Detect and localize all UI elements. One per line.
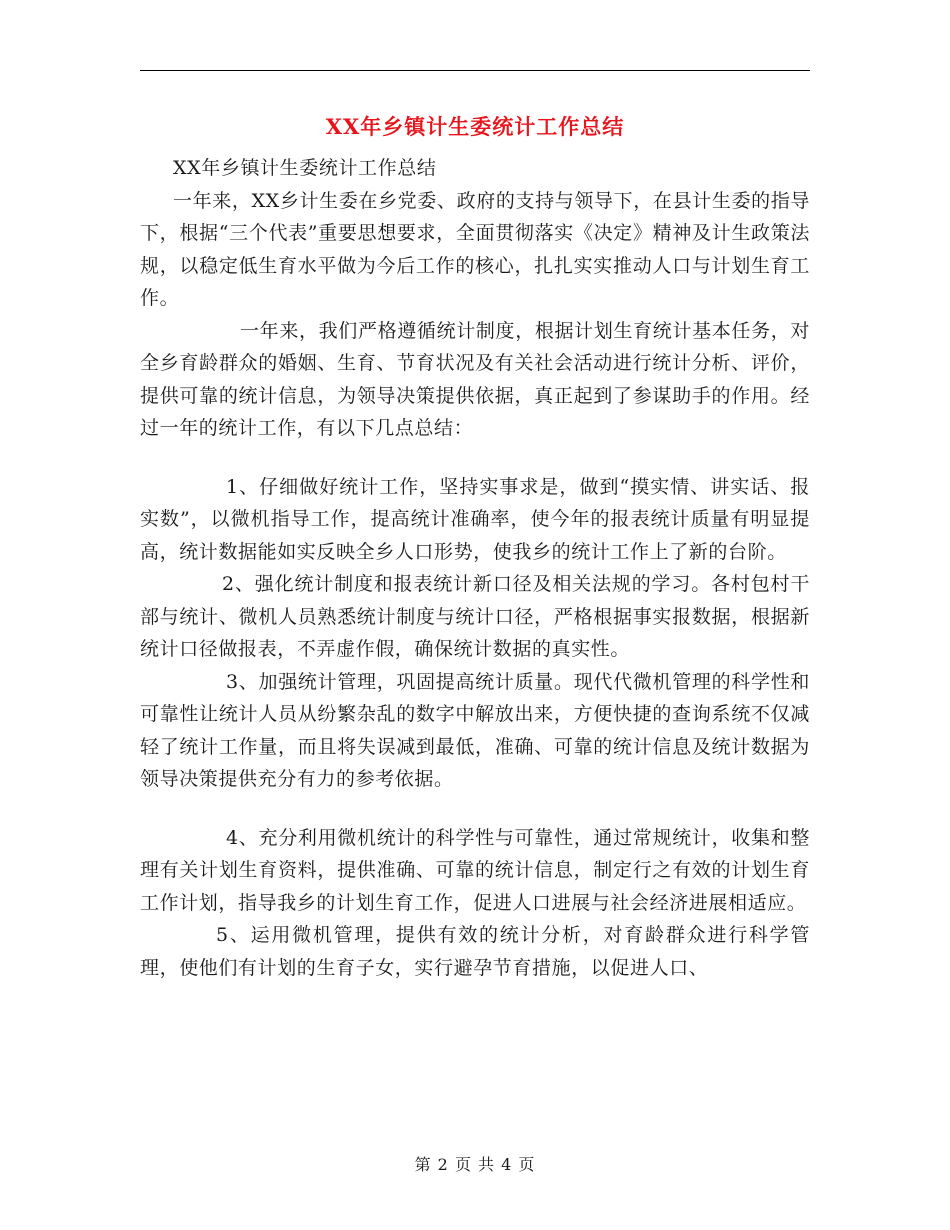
header-rule bbox=[140, 70, 810, 71]
point-4-paragraph: 4、充分利用微机统计的科学性与可靠性，通过常规统计，收集和整理有关计划生育资料，提供准确、可靠的统计信息，制定行之有效的计划生育工作计划，指导我乡的计划生育工作，促进人口进展与社会经济进展相适应。 bbox=[140, 826, 810, 914]
point-2-paragraph: 2、强化统计制度和报表统计新口径及相关法规的学习。各村包村干部与统计、微机人员熟悉统计制度与统计口径，严格根据事实报数据，根据新统计口径做报表，不弄虚作假，确保统计数据的真实性。 bbox=[140, 573, 810, 660]
document-title: XX年乡镇计生委统计工作总结 bbox=[325, 114, 625, 139]
point-5-paragraph: 5、运用微机管理，提供有效的统计分析，对育龄群众进行科学管理，使他们有计划的生育子女，实行避孕节育措施，以促进人口、 bbox=[140, 924, 810, 979]
point-3-paragraph: 3、加强统计管理，巩固提高统计质量。现代代微机管理的科学性和可靠性让统计人员从纷繁杂乱的数字中解放出来，方便快捷的查询系统不仅减轻了统计工作量，而且将失误减到最低，准确、可靠的统计信息及统计数据为领导决策提供充分有力的参考依据。 bbox=[140, 670, 810, 790]
document-body bbox=[140, 152, 810, 984]
subtitle-paragraph: XX年乡镇计生委统计工作总结 bbox=[173, 157, 437, 179]
point-1-paragraph: 1、仔细做好统计工作，坚持实事求是，做到“摸实情、讲实话、报实数”，以微机指导工作，提高统计准确率，使今年的报表统计质量有明显提高，统计数据能如实反映全乡人口形势，使我乡的统计工作上了新的台阶。 bbox=[140, 475, 810, 563]
page-number: 第 2 页 共 4 页 bbox=[414, 1155, 536, 1174]
intro-paragraph: 一年来，XX乡计生委在乡党委、政府的支持与领导下，在县计生委的指导下，根据“三个代表”重要思想要求，全面贯彻落实《决定》精神及计生政策法规，以稳定低生育水平做为今后工作的核心，扎扎实实推动人口与计划生育工作。 bbox=[140, 189, 810, 309]
overview-paragraph: 一年来，我们严格遵循统计制度，根据计划生育统计基本任务，对全乡育龄群众的婚姻、生育、节育状况及有关社会活动进行统计分析、评价，提供可靠的统计信息，为领导决策提供依据，真正起到了参谋助手的作用。经过一年的统计工作，有以下几点总结： bbox=[140, 319, 810, 439]
